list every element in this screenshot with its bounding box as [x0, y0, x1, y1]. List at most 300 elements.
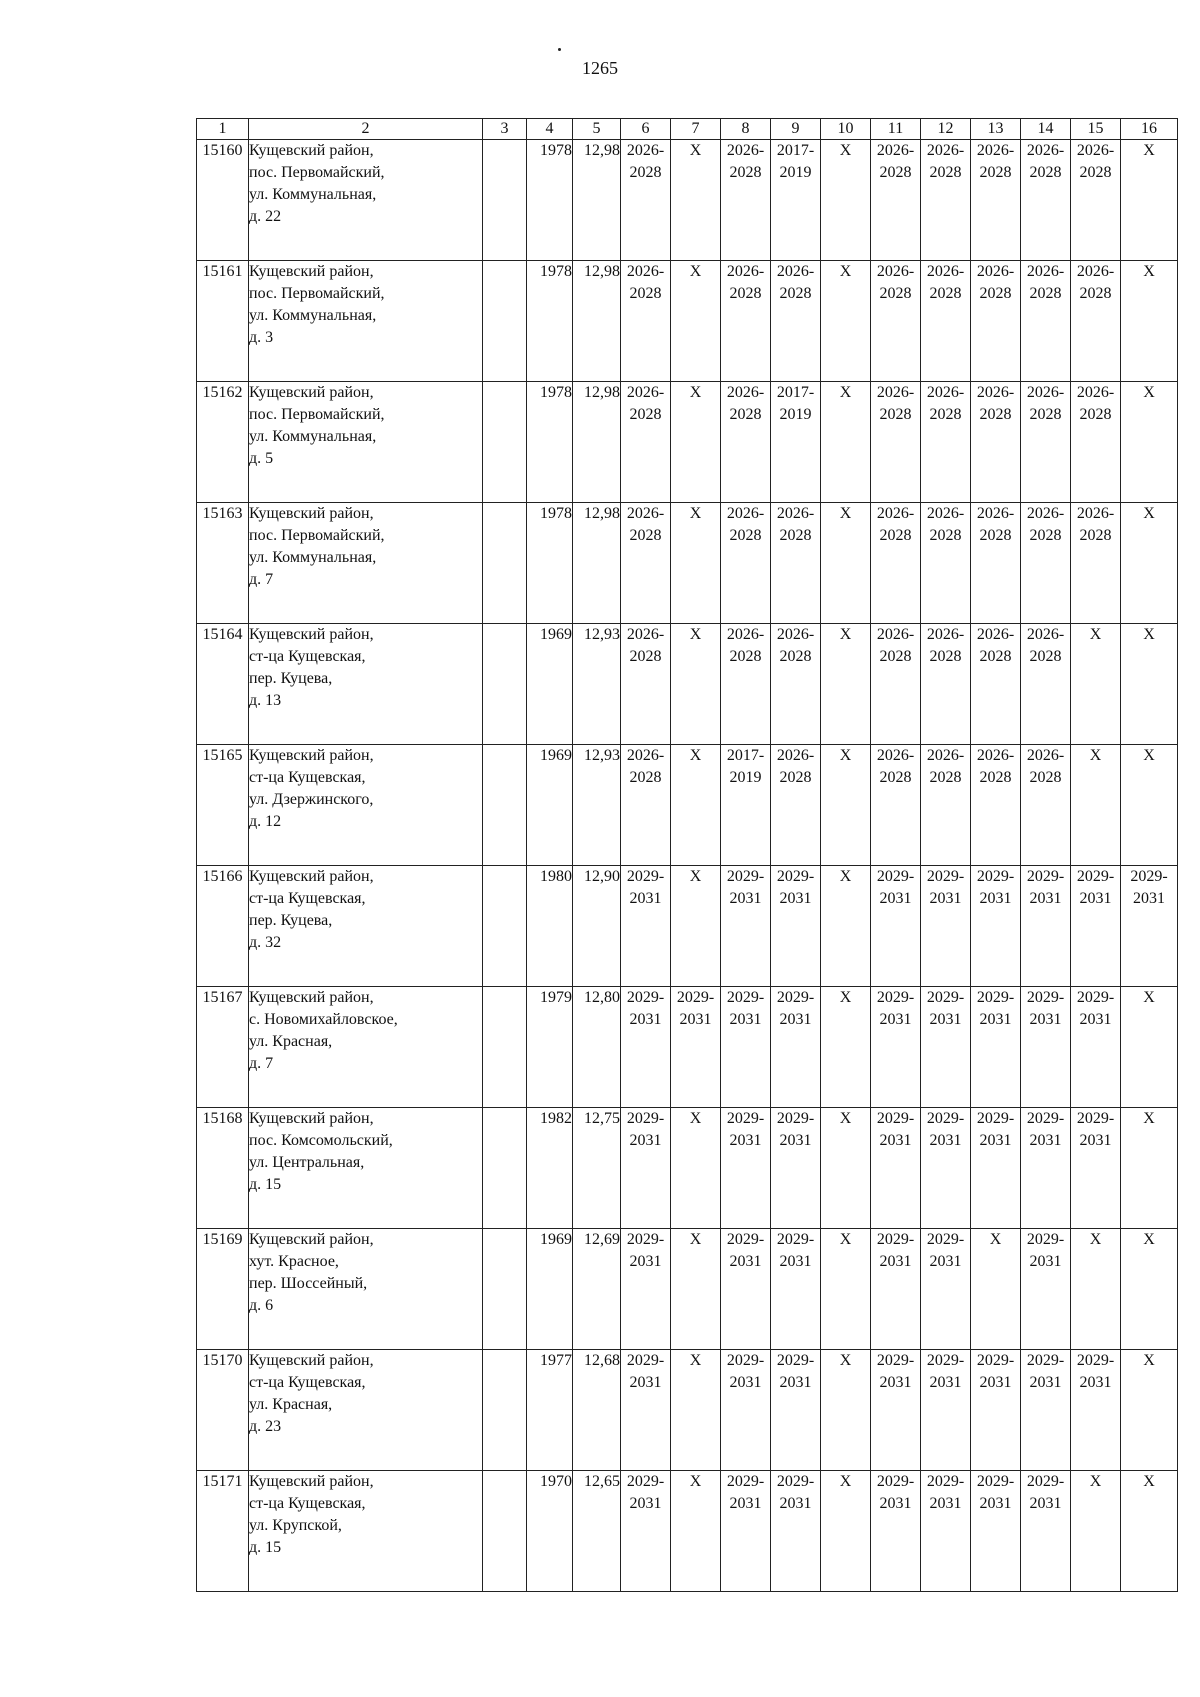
column-3-cell — [483, 866, 527, 987]
period-text: 2028 — [779, 527, 812, 544]
period-cell-16 — [1121, 745, 1178, 866]
period-cell-10 — [821, 140, 871, 261]
period-cell-16 — [1121, 1471, 1178, 1592]
table-row — [197, 1350, 1178, 1471]
address-cell — [249, 1108, 483, 1229]
period-text: 2029- — [1026, 989, 1065, 1006]
period-cell-12 — [921, 624, 971, 745]
period-cell-15 — [1071, 261, 1121, 382]
period-text: 2026- — [1076, 505, 1115, 522]
period-cell-10 — [821, 1229, 871, 1350]
address-cell — [249, 382, 483, 503]
period-text: 2031 — [679, 1011, 712, 1028]
period-cell-9 — [771, 1108, 821, 1229]
period-text: 2031 — [779, 1011, 812, 1028]
period-text: 2031 — [879, 1011, 912, 1028]
period-text: 2029- — [876, 868, 915, 885]
period-text: 2028 — [629, 769, 662, 786]
period-cell-6 — [621, 987, 671, 1108]
period-cell-15 — [1071, 624, 1121, 745]
period-text: X — [1143, 1231, 1155, 1248]
period-text: 2028 — [779, 285, 812, 302]
period-text: X — [1143, 989, 1155, 1006]
period-cell-15 — [1071, 987, 1121, 1108]
period-cell-11 — [871, 987, 921, 1108]
period-text: 2029- — [976, 1473, 1015, 1490]
year-built: 1969 — [527, 1229, 573, 1350]
period-text: 2029- — [1026, 1110, 1065, 1127]
period-text: 2031 — [779, 890, 812, 907]
table-row — [197, 1108, 1178, 1229]
column-3-cell — [483, 140, 527, 261]
page-number: 1265 — [582, 58, 618, 78]
address-line: Кущевский район, — [249, 505, 374, 522]
period-text: X — [839, 1231, 852, 1248]
column-3-cell — [483, 261, 527, 382]
period-text: 2017- — [726, 747, 765, 764]
record-number: 15160 — [197, 140, 249, 261]
period-text: 2031 — [1029, 1495, 1062, 1512]
period-text: 2026- — [626, 384, 665, 401]
period-text: X — [1143, 142, 1155, 159]
period-text: 2026- — [876, 747, 915, 764]
table-row — [197, 624, 1178, 745]
period-text: 2031 — [879, 1253, 912, 1270]
period-cell-14 — [1021, 987, 1071, 1108]
period-text: 2031 — [629, 1495, 662, 1512]
address-line: д. 23 — [249, 1418, 282, 1435]
period-cell-9 — [771, 140, 821, 261]
period-text: 2029- — [1026, 1231, 1065, 1248]
period-text: X — [839, 868, 852, 885]
period-cell-6 — [621, 745, 671, 866]
address-line: ул. Крупской, — [249, 1517, 342, 1534]
period-text: 2029- — [726, 868, 765, 885]
period-text: 2031 — [779, 1374, 812, 1391]
period-cell-11 — [871, 745, 921, 866]
period-text: 2031 — [979, 890, 1012, 907]
period-cell-10 — [821, 866, 871, 987]
period-text: 2028 — [629, 285, 662, 302]
value-cell: 12,69 — [573, 1229, 621, 1350]
period-cell-15 — [1071, 503, 1121, 624]
period-text: 2026- — [776, 626, 815, 643]
period-text: 2026- — [926, 747, 965, 764]
period-cell-16 — [1121, 1108, 1178, 1229]
period-text: X — [689, 626, 702, 643]
period-text: 2029- — [1076, 1110, 1115, 1127]
period-text: 2029- — [876, 1110, 915, 1127]
column-header-12: 12 — [921, 119, 971, 140]
value-cell: 12,98 — [573, 261, 621, 382]
period-cell-15 — [1071, 382, 1121, 503]
period-cell-10 — [821, 261, 871, 382]
record-number: 15170 — [197, 1350, 249, 1471]
address-line: Кущевский район, — [249, 263, 374, 280]
period-text: 2029- — [926, 1473, 965, 1490]
period-text: 2031 — [929, 890, 962, 907]
address-line: Кущевский район, — [249, 384, 374, 401]
period-cell-8 — [721, 1471, 771, 1592]
period-text: 2028 — [1029, 648, 1062, 665]
record-number: 15169 — [197, 1229, 249, 1350]
address-cell — [249, 140, 483, 261]
address-line: Кущевский район, — [249, 747, 374, 764]
period-text: 2031 — [629, 1132, 662, 1149]
period-cell-15 — [1071, 1229, 1121, 1350]
period-cell-13 — [971, 745, 1021, 866]
period-text: 2031 — [729, 1495, 762, 1512]
period-text: X — [839, 384, 852, 401]
period-text: 2019 — [729, 769, 762, 786]
period-text: 2026- — [1026, 142, 1065, 159]
period-text: 2028 — [729, 164, 762, 181]
period-text: 2029- — [776, 1473, 815, 1490]
period-cell-7 — [671, 987, 721, 1108]
period-text: 2029- — [926, 1352, 965, 1369]
period-cell-13 — [971, 1108, 1021, 1229]
period-text: X — [839, 1352, 852, 1369]
period-cell-7 — [671, 1108, 721, 1229]
period-cell-7 — [671, 140, 721, 261]
period-text: 2028 — [929, 285, 962, 302]
address-line: ул. Коммунальная, — [249, 186, 377, 203]
period-text: 2028 — [779, 769, 812, 786]
period-text: 2026- — [726, 626, 765, 643]
address-cell — [249, 261, 483, 382]
period-cell-7 — [671, 745, 721, 866]
address-line: ст-ца Кущевская, — [249, 648, 366, 665]
address-line: д. 12 — [249, 813, 282, 830]
period-text: 2031 — [979, 1374, 1012, 1391]
address-line: с. Новомихайловское, — [249, 1011, 398, 1028]
period-cell-6 — [621, 140, 671, 261]
column-header-14: 14 — [1021, 119, 1071, 140]
address-line: пер. Куцева, — [249, 912, 333, 929]
period-text: 2029- — [776, 868, 815, 885]
address-line: ул. Красная, — [249, 1033, 333, 1050]
column-3-cell — [483, 745, 527, 866]
period-text: X — [839, 747, 852, 764]
period-text: 2031 — [879, 1374, 912, 1391]
period-text: 2026- — [626, 142, 665, 159]
period-cell-10 — [821, 382, 871, 503]
address-line: пос. Первомайский, — [249, 285, 385, 302]
period-cell-15 — [1071, 1471, 1121, 1592]
period-text: 2031 — [979, 1132, 1012, 1149]
period-cell-12 — [921, 382, 971, 503]
period-text: X — [1143, 1473, 1155, 1490]
header-row — [197, 119, 1178, 140]
period-cell-6 — [621, 1471, 671, 1592]
year-built: 1970 — [527, 1471, 573, 1592]
period-text: 2026- — [976, 626, 1015, 643]
address-line: ул. Центральная, — [249, 1154, 365, 1171]
period-text: 2026- — [976, 384, 1015, 401]
period-text: 2028 — [629, 527, 662, 544]
period-cell-6 — [621, 1350, 671, 1471]
period-cell-16 — [1121, 382, 1178, 503]
address-line: д. 15 — [249, 1176, 282, 1193]
period-text: 2028 — [1079, 285, 1112, 302]
column-header-2: 2 — [249, 119, 483, 140]
period-text: 2026- — [976, 747, 1015, 764]
address-line: д. 7 — [249, 571, 274, 588]
address-line: ст-ца Кущевская, — [249, 1374, 366, 1391]
value-cell: 12,80 — [573, 987, 621, 1108]
period-text: 2026- — [726, 263, 765, 280]
period-text: X — [1143, 1352, 1155, 1369]
period-text: 2031 — [1079, 1011, 1112, 1028]
period-text: 2026- — [726, 142, 765, 159]
period-text: 2031 — [1029, 1374, 1062, 1391]
period-cell-13 — [971, 503, 1021, 624]
period-text: 2029- — [776, 1352, 815, 1369]
period-text: 2029- — [1026, 868, 1065, 885]
period-text: X — [1143, 626, 1155, 643]
period-text: 2028 — [1029, 285, 1062, 302]
column-header-7: 7 — [671, 119, 721, 140]
period-text: 2028 — [1079, 164, 1112, 181]
address-line: ул. Коммунальная, — [249, 307, 377, 324]
address-line: хут. Красное, — [249, 1253, 339, 1270]
period-text: 2031 — [1029, 890, 1062, 907]
period-text: X — [1143, 505, 1155, 522]
period-text: 2029- — [926, 989, 965, 1006]
period-text: 2028 — [979, 527, 1012, 544]
period-text: 2029- — [776, 1110, 815, 1127]
address-cell — [249, 1350, 483, 1471]
year-built: 1977 — [527, 1350, 573, 1471]
address-line: д. 13 — [249, 692, 282, 709]
period-cell-11 — [871, 624, 921, 745]
period-cell-16 — [1121, 261, 1178, 382]
period-text: 2029- — [976, 1352, 1015, 1369]
period-text: X — [1143, 263, 1155, 280]
period-text: 2028 — [979, 769, 1012, 786]
address-line: д. 5 — [249, 450, 274, 467]
period-text: 2029- — [976, 868, 1015, 885]
period-cell-14 — [1021, 1471, 1071, 1592]
address-cell — [249, 624, 483, 745]
period-text: 2029- — [726, 989, 765, 1006]
period-text: 2028 — [729, 527, 762, 544]
period-cell-14 — [1021, 1229, 1071, 1350]
period-cell-9 — [771, 1471, 821, 1592]
period-text: 2031 — [879, 1495, 912, 1512]
period-cell-16 — [1121, 503, 1178, 624]
period-text: 2028 — [729, 406, 762, 423]
value-cell: 12,93 — [573, 745, 621, 866]
period-text: 2026- — [1076, 263, 1115, 280]
year-built: 1982 — [527, 1108, 573, 1229]
record-number: 15162 — [197, 382, 249, 503]
address-line: Кущевский район, — [249, 626, 374, 643]
period-cell-8 — [721, 1350, 771, 1471]
period-cell-12 — [921, 503, 971, 624]
period-cell-10 — [821, 987, 871, 1108]
period-cell-11 — [871, 140, 921, 261]
period-text: 2029- — [1076, 1352, 1115, 1369]
period-text: 2026- — [626, 505, 665, 522]
period-cell-14 — [1021, 745, 1071, 866]
period-cell-8 — [721, 745, 771, 866]
period-text: 2031 — [729, 1374, 762, 1391]
address-line: ул. Коммунальная, — [249, 428, 377, 445]
record-number: 15164 — [197, 624, 249, 745]
period-text: 2026- — [626, 626, 665, 643]
year-built: 1978 — [527, 261, 573, 382]
address-line: Кущевский район, — [249, 1352, 374, 1369]
period-text: 2026- — [926, 263, 965, 280]
period-text: 2026- — [626, 263, 665, 280]
period-cell-16 — [1121, 1229, 1178, 1350]
period-text: X — [1143, 1110, 1155, 1127]
period-text: 2026- — [1026, 505, 1065, 522]
address-line: Кущевский район, — [249, 1473, 374, 1490]
period-text: 2029- — [1026, 1473, 1065, 1490]
column-header-11: 11 — [871, 119, 921, 140]
period-cell-13 — [971, 866, 1021, 987]
table-body — [197, 140, 1178, 1592]
period-text: 2017- — [776, 384, 815, 401]
period-text: 2029- — [626, 1352, 665, 1369]
table-row — [197, 866, 1178, 987]
year-built: 1969 — [527, 624, 573, 745]
period-text: 2028 — [1029, 406, 1062, 423]
period-text: 2031 — [929, 1011, 962, 1028]
period-text: 2026- — [1026, 263, 1065, 280]
column-header-13: 13 — [971, 119, 1021, 140]
period-text: 2031 — [779, 1132, 812, 1149]
column-header-8: 8 — [721, 119, 771, 140]
period-text: 2029- — [726, 1473, 765, 1490]
address-line: пос. Комсомольский, — [249, 1132, 393, 1149]
period-cell-9 — [771, 745, 821, 866]
period-text: 2026- — [926, 142, 965, 159]
period-text: 2026- — [776, 505, 815, 522]
address-line: пер. Шоссейный, — [249, 1275, 368, 1292]
year-built: 1980 — [527, 866, 573, 987]
value-cell: 12,98 — [573, 382, 621, 503]
period-text: 2029- — [976, 989, 1015, 1006]
year-built: 1979 — [527, 987, 573, 1108]
year-built: 1969 — [527, 745, 573, 866]
address-line: д. 32 — [249, 934, 282, 951]
column-3-cell — [483, 1350, 527, 1471]
period-text: 2028 — [979, 648, 1012, 665]
period-cell-6 — [621, 382, 671, 503]
period-cell-11 — [871, 1229, 921, 1350]
address-line: Кущевский район, — [249, 1231, 374, 1248]
period-cell-11 — [871, 1350, 921, 1471]
period-text: X — [989, 1231, 1002, 1248]
address-line: д. 22 — [249, 208, 282, 225]
period-text: 2028 — [879, 285, 912, 302]
period-text: X — [1089, 1231, 1102, 1248]
period-text: X — [839, 1110, 852, 1127]
period-text: 2031 — [779, 1253, 812, 1270]
address-line: д. 6 — [249, 1297, 274, 1314]
period-text: 2031 — [979, 1011, 1012, 1028]
period-cell-16 — [1121, 987, 1178, 1108]
value-cell: 12,98 — [573, 503, 621, 624]
period-cell-13 — [971, 1471, 1021, 1592]
column-header-9: 9 — [771, 119, 821, 140]
column-3-cell — [483, 1471, 527, 1592]
record-number: 15166 — [197, 866, 249, 987]
period-text: 2029- — [926, 1231, 965, 1248]
period-cell-9 — [771, 261, 821, 382]
period-text: 2026- — [876, 142, 915, 159]
period-cell-6 — [621, 1229, 671, 1350]
period-cell-13 — [971, 382, 1021, 503]
period-cell-8 — [721, 140, 771, 261]
period-text: 2017- — [776, 142, 815, 159]
period-cell-11 — [871, 503, 921, 624]
record-number: 15161 — [197, 261, 249, 382]
period-cell-11 — [871, 382, 921, 503]
period-cell-11 — [871, 1108, 921, 1229]
period-cell-14 — [1021, 382, 1071, 503]
period-text: 2028 — [1079, 527, 1112, 544]
period-text: X — [689, 1352, 702, 1369]
period-text: 2029- — [876, 1352, 915, 1369]
period-text: 2028 — [929, 164, 962, 181]
address-line: Кущевский район, — [249, 142, 374, 159]
period-text: 2026- — [1076, 384, 1115, 401]
address-line: ст-ца Кущевская, — [249, 769, 366, 786]
address-cell — [249, 866, 483, 987]
period-cell-9 — [771, 1229, 821, 1350]
period-text: 2031 — [929, 1374, 962, 1391]
period-cell-12 — [921, 1108, 971, 1229]
table-row — [197, 261, 1178, 382]
period-cell-12 — [921, 1229, 971, 1350]
table-row — [197, 382, 1178, 503]
period-text: X — [689, 263, 702, 280]
period-text: X — [689, 505, 702, 522]
period-text: 2029- — [626, 1231, 665, 1248]
period-cell-6 — [621, 866, 671, 987]
period-cell-16 — [1121, 866, 1178, 987]
address-line: пос. Первомайский, — [249, 406, 385, 423]
address-line: ул. Красная, — [249, 1396, 333, 1413]
address-line: ст-ца Кущевская, — [249, 890, 366, 907]
period-text: 2028 — [979, 164, 1012, 181]
period-text: 2031 — [779, 1495, 812, 1512]
table-row — [197, 503, 1178, 624]
period-text: 2031 — [879, 1132, 912, 1149]
period-text: 2029- — [1076, 868, 1115, 885]
period-text: 2031 — [729, 1011, 762, 1028]
period-text: 2031 — [729, 1132, 762, 1149]
value-cell: 12,65 — [573, 1471, 621, 1592]
period-cell-10 — [821, 503, 871, 624]
record-number: 15163 — [197, 503, 249, 624]
period-cell-7 — [671, 261, 721, 382]
address-line: д. 3 — [249, 329, 274, 346]
period-text: 2028 — [979, 406, 1012, 423]
period-text: 2031 — [1029, 1132, 1062, 1149]
period-text: 2028 — [929, 769, 962, 786]
period-text: 2028 — [879, 406, 912, 423]
period-text: 2028 — [779, 648, 812, 665]
period-text: 2031 — [979, 1495, 1012, 1512]
column-3-cell — [483, 1229, 527, 1350]
period-cell-14 — [1021, 1350, 1071, 1471]
period-cell-9 — [771, 987, 821, 1108]
